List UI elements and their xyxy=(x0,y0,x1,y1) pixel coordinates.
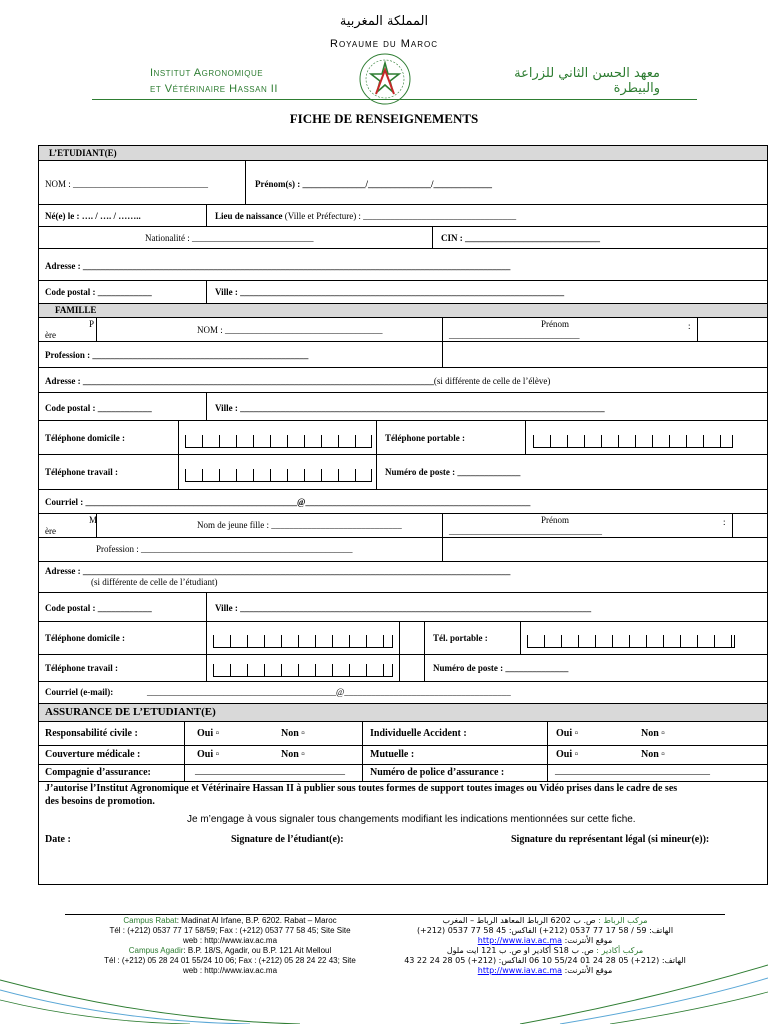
compagnie-label: Compagnie d’assurance: xyxy=(45,767,151,778)
mere-courriel-label: Courriel (e-mail): xyxy=(45,687,114,697)
row-mere-courriel xyxy=(39,682,767,704)
footer-ar-agadir-address: مركب أكادير : ص. ب S18 أكادير او ص. ب 121 ايت ملول xyxy=(446,946,644,955)
footer-rabat-address: Campus Rabat: Madinat Al Irfane, B.P. 6202. Rabat – Maroc xyxy=(123,916,337,925)
mere-tel-portable-input[interactable] xyxy=(527,635,735,648)
row-resp-civile xyxy=(39,722,767,746)
resp-civile-oui[interactable]: Oui ▫ xyxy=(197,728,220,739)
prenom-field[interactable]: Prénom(s) : ______________/______________/_____________ xyxy=(255,179,492,189)
mere-suffix: ère xyxy=(45,526,56,536)
lieu-naissance-field[interactable]: Lieu de naissance (Ville et Préfecture) : __________________________________ xyxy=(215,211,517,221)
police-label: Numéro de police d’assurance : xyxy=(370,767,505,778)
mere-prenom-field[interactable]: __________________________________ xyxy=(449,526,602,536)
row-compagnie xyxy=(39,765,767,782)
date-naissance-field[interactable]: Né(e) le : …. / …. / …….. xyxy=(45,211,141,221)
resp-civile-non[interactable]: Non ▫ xyxy=(281,728,305,739)
footer-divider xyxy=(65,914,725,915)
row-mere-nom xyxy=(39,514,767,538)
mere-tel-travail-input[interactable] xyxy=(213,664,393,677)
section-etudiant xyxy=(39,146,767,161)
pere-initial: P xyxy=(89,319,95,329)
mere-prenom-colon: : xyxy=(723,517,726,527)
pere-suffix: ère xyxy=(45,330,56,340)
compagnie-field[interactable]: ______________________________ xyxy=(195,765,345,776)
ville-field[interactable]: Ville : ________________________________________________________________________ xyxy=(215,287,565,297)
mere-ville-field[interactable]: Ville : ______________________________________________________________________________ xyxy=(215,603,592,613)
footer-rabat-tel: Tél : (+212) 0537 77 17 58/59; Fax : (+212) 0537 77 58 45; Site Site xyxy=(109,926,351,935)
pere-tel-travail-label: Téléphone travail : xyxy=(45,467,118,477)
pere-ville-field[interactable]: Ville : _________________________________________________________________________________ xyxy=(215,403,605,413)
engagement-text: Je m’engage à vous signaler tous changements modifiant les indications mentionnées sur cette fiche. xyxy=(187,814,636,825)
row-pere-code-postal xyxy=(39,393,767,421)
row-mere-tel-travail xyxy=(39,655,767,682)
row-pere-tel-travail xyxy=(39,455,767,490)
section-assurance-title: ASSURANCE DE L’ETUDIANT(E) xyxy=(45,706,216,718)
section-etudiant-title: L’ETUDIANT(E) xyxy=(49,148,117,158)
footer-ar-agadir-tel: الهاتف: (212+) 05 28 24 01 55/24 10 06 الفاكس: (212+) 05 28 24 22 43 xyxy=(404,956,686,965)
mere-adresse-note: (si différente de celle de l’étudiant) xyxy=(91,577,218,587)
pere-courriel-field[interactable]: Courriel : _______________________________________________@__________________________________________________ xyxy=(45,497,531,507)
pere-nom-field[interactable]: NOM : ___________________________________ xyxy=(197,325,383,335)
form-table xyxy=(38,145,768,885)
pere-adresse-field[interactable]: Adresse : ______________________________________________________________________________(si différente de celle de l’élève) xyxy=(45,376,551,386)
row-mere-profession xyxy=(39,538,767,562)
row-nom xyxy=(39,161,767,205)
mere-adresse-field[interactable]: Adresse : _______________________________________________________________________________________________ xyxy=(45,566,511,576)
page-title: FICHE DE RENSEIGNEMENTS xyxy=(289,111,479,126)
autorisation-text-2: des besoins de promotion. xyxy=(45,796,155,807)
pere-prenom-colon: : xyxy=(688,321,691,331)
pere-prenom-field[interactable]: _____________________________ xyxy=(449,330,580,340)
couverture-non[interactable]: Non ▫ xyxy=(281,749,305,760)
mere-initial: M xyxy=(89,515,98,525)
mutuelle-label: Mutuelle : xyxy=(370,749,415,760)
pere-profession-field[interactable]: Profession : ________________________________________________ xyxy=(45,350,309,360)
date-field[interactable]: Date : xyxy=(45,834,71,845)
autorisation-text: J’autorise l’Institut Agronomique et Vétérinaire Hassan II à publier sous toutes formes de support toutes images ou Vidéo prises dans le cadre de ses xyxy=(45,783,678,794)
pere-tel-portable-label: Téléphone portable : xyxy=(385,433,465,443)
footer-ar-agadir-site: موقع الأنترنت: http://www.iav.ac.ma xyxy=(477,966,613,975)
footer-agadir-web[interactable]: web : http://www.iav.ac.ma xyxy=(182,966,278,975)
footer-agadir-tel: Tél : (+212) 05 28 24 01 55/24 10 06; Fax : (+212) 05 28 24 22 43; Site xyxy=(104,956,356,965)
cin-field[interactable]: CIN : ______________________________ xyxy=(441,233,600,243)
row-pere-tel-domicile xyxy=(39,421,767,455)
mere-tel-portable-label: Tél. portable : xyxy=(433,633,488,643)
section-assurance xyxy=(39,704,767,722)
section-famille xyxy=(39,304,767,318)
row-naissance xyxy=(39,205,767,227)
footer-ar-link-2[interactable]: http://www.iav.ac.ma xyxy=(477,966,563,975)
pere-tel-travail-input[interactable] xyxy=(185,469,372,482)
kingdom-french: Royaume du Maroc xyxy=(330,38,438,50)
signature-etudiant[interactable]: Signature de l’étudiant(e): xyxy=(231,834,344,845)
row-adresse xyxy=(39,249,767,281)
mere-courriel-field[interactable]: __________________________________________@_____________________________________ xyxy=(147,687,511,697)
nationalite-field[interactable]: Nationalité : ___________________________ xyxy=(145,233,314,243)
indiv-accident-label: Individuelle Accident : xyxy=(370,728,467,739)
kingdom-arabic: المملكة المغربية xyxy=(339,14,429,29)
indiv-accident-oui[interactable]: Oui ▫ xyxy=(556,728,579,739)
mutuelle-non[interactable]: Non ▫ xyxy=(641,749,665,760)
row-nationalite xyxy=(39,227,767,249)
police-field[interactable]: _______________________________ xyxy=(555,765,710,776)
footer-rabat-web[interactable]: web : http://www.iav.ac.ma xyxy=(182,936,278,945)
nom-field[interactable]: NOM : ______________________________ xyxy=(45,179,209,189)
mere-prenom-label: Prénom xyxy=(541,515,569,525)
pere-code-postal-field[interactable]: Code postal : ____________ xyxy=(45,403,152,413)
mutuelle-oui[interactable]: Oui ▫ xyxy=(556,749,579,760)
institute-name-line1: Institut Agronomique xyxy=(150,67,264,79)
indiv-accident-non[interactable]: Non ▫ xyxy=(641,728,665,739)
row-mere-adresse xyxy=(39,562,767,593)
footer-ar-link-1[interactable]: http://www.iav.ac.ma xyxy=(477,936,563,945)
row-code-postal xyxy=(39,281,767,304)
mere-tel-domicile-label: Téléphone domicile : xyxy=(45,633,125,643)
decorative-swoosh xyxy=(0,960,768,1024)
code-postal-field[interactable]: Code postal : ____________ xyxy=(45,287,152,297)
institute-name-line2: et Vétérinaire Hassan II xyxy=(150,83,278,95)
mere-nom-jeune-fille-field[interactable]: Nom de jeune fille : _____________________________ xyxy=(197,520,402,530)
signature-representant[interactable]: Signature du représentant légal (si mineur(e)): xyxy=(511,834,710,845)
mere-tel-travail-label: Téléphone travail : xyxy=(45,663,118,673)
couverture-label: Couverture médicale : xyxy=(45,749,141,760)
footer-ar-rabat-tel: الهاتف: 59 / 58 17 77 0537 (212+) الفاكس: 45 58 77 0537 (212+) xyxy=(416,926,674,935)
pere-tel-domicile-label: Téléphone domicile : xyxy=(45,433,125,443)
pere-tel-domicile-input[interactable] xyxy=(185,435,372,448)
institute-name-arabic: معهد الحسن الثاني للزراعة والبيطرة xyxy=(514,66,660,96)
pere-num-poste-field[interactable]: Numéro de poste : ______________ xyxy=(385,467,521,477)
resp-civile-label: Responsabilité civile : xyxy=(45,728,138,739)
mere-profession-field[interactable]: Profession : _______________________________________________ xyxy=(96,544,353,554)
row-pere-nom xyxy=(39,318,767,342)
row-mere-code-postal xyxy=(39,593,767,622)
footer-ar-rabat-address: مركب الرباط : ص. ب 6202 الرباط المعاهد الرباط – المغرب xyxy=(442,916,648,925)
section-famille-title: FAMILLE xyxy=(55,305,97,315)
row-couverture xyxy=(39,746,767,765)
couverture-oui[interactable]: Oui ▫ xyxy=(197,749,220,760)
pere-tel-portable-input[interactable] xyxy=(533,435,733,448)
mere-tel-domicile-input[interactable] xyxy=(213,635,393,648)
mere-code-postal-field[interactable]: Code postal : ____________ xyxy=(45,603,152,613)
adresse-field[interactable]: Adresse : _______________________________________________________________________________________________ xyxy=(45,261,511,271)
row-pere-profession xyxy=(39,342,767,368)
institute-logo xyxy=(358,52,412,106)
footer-agadir-address: Campus Agadir: B.P. 18/S, Agadir, ou B.P. 121 Ait Melloul xyxy=(128,946,332,955)
mere-num-poste-field[interactable]: Numéro de poste : ______________ xyxy=(433,663,569,673)
row-mere-tel-domicile xyxy=(39,622,767,655)
header-divider xyxy=(92,99,697,100)
footer-ar-rabat-site: موقع الأنترنت: http://www.iav.ac.ma xyxy=(477,936,613,945)
pere-prenom-label: Prénom xyxy=(541,319,569,329)
row-pere-adresse xyxy=(39,368,767,393)
row-pere-courriel xyxy=(39,490,767,514)
